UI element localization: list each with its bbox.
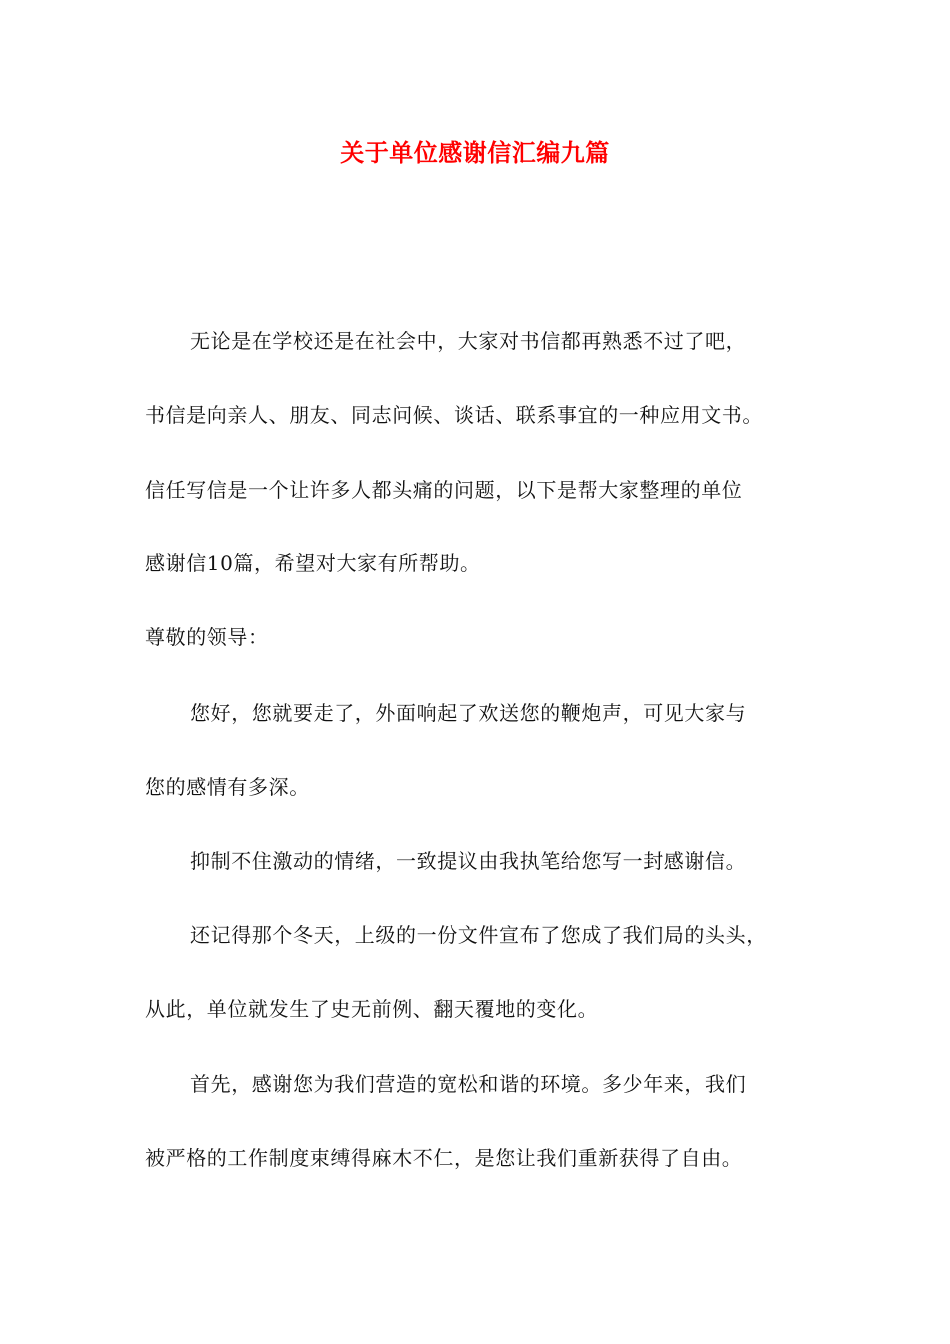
salutation: 尊敬的领导： <box>145 625 269 649</box>
document-title: 关于单位感谢信汇编九篇 <box>340 138 610 167</box>
paragraph-line: 信任写信是一个让许多人都头痛的问题，以下是帮大家整理的单位 <box>145 478 743 502</box>
paragraph-line: 感谢信10篇，希望对大家有所帮助。 <box>145 551 481 575</box>
paragraph-line: 首先，感谢您为我们营造的宽松和谐的环境。多少年来，我们 <box>190 1072 747 1096</box>
paragraph-line: 书信是向亲人、朋友、同志问候、谈话、联系事宜的一种应用文书。 <box>145 403 763 427</box>
paragraph-line: 还记得那个冬天，上级的一份文件宣布了您成了我们局的头头， <box>190 923 767 947</box>
paragraph-line: 被严格的工作制度束缚得麻木不仁，是您让我们重新获得了自由。 <box>145 1146 743 1170</box>
paragraph-line: 抑制不住激动的情绪，一致提议由我执笔给您写一封感谢信。 <box>190 849 747 873</box>
paragraph-line: 您好，您就要走了，外面响起了欢送您的鞭炮声，可见大家与 <box>190 701 747 725</box>
paragraph-line: 您的感情有多深。 <box>145 775 310 799</box>
paragraph-line: 无论是在学校还是在社会中，大家对书信都再熟悉不过了吧， <box>190 329 747 353</box>
paragraph-line: 从此，单位就发生了史无前例、翻天覆地的变化。 <box>145 997 599 1021</box>
